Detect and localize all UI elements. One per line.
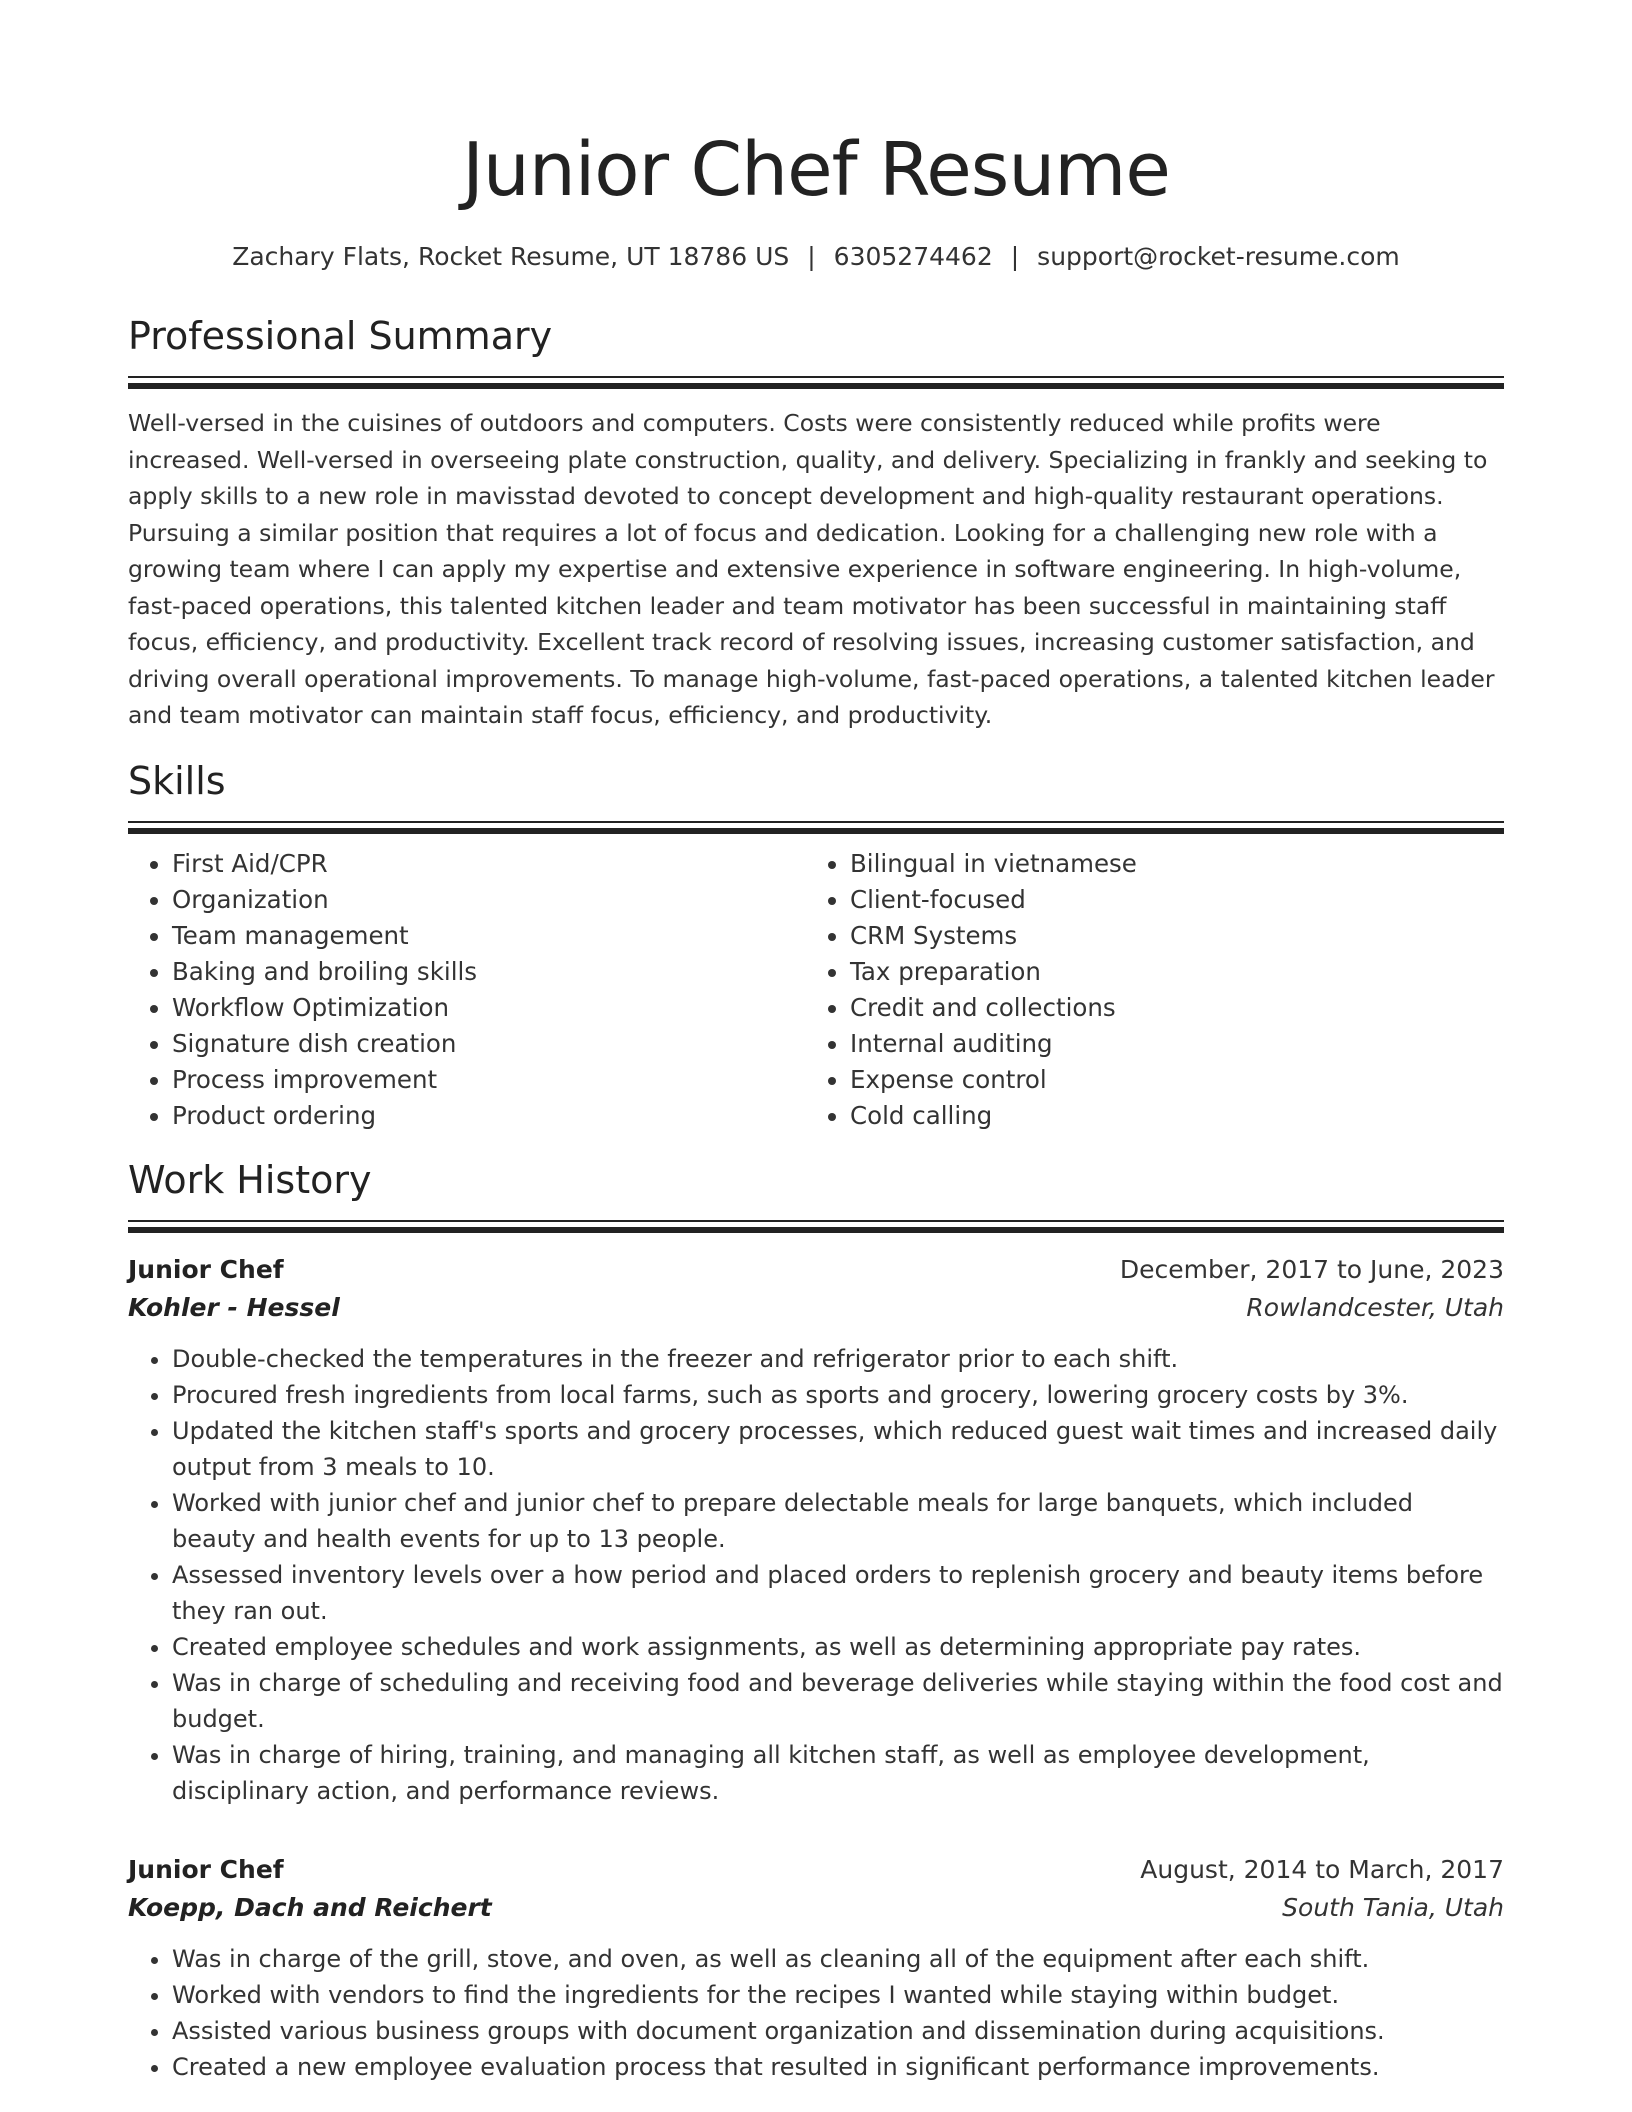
- job-entry: [128, 1851, 1504, 2085]
- resume-title: Junior Chef Resume: [462, 127, 1170, 213]
- resume-page: [128, 0, 1504, 2085]
- skills-column-left: [128, 846, 806, 1134]
- skill-item: • First Aid/CPR: [172, 846, 806, 882]
- job-bullet: • Created employee schedules and work assignments, as well as determining appropriate pay rates.: [172, 1629, 1504, 1665]
- contact-separator: |: [1010, 242, 1020, 271]
- job-bullets: [128, 1941, 1504, 2085]
- contact-line: [128, 240, 1504, 274]
- skill-item: • Internal auditing: [850, 1026, 1484, 1062]
- job-bullet: • Assessed inventory levels over a how period and placed orders to replenish grocery and beauty items before they ran out.: [172, 1557, 1504, 1629]
- job-title: Junior Chef: [128, 1855, 284, 1884]
- job-bullets: [128, 1341, 1504, 1809]
- skill-item: • Client-focused: [850, 882, 1484, 918]
- skill-item: • Workflow Optimization: [172, 990, 806, 1026]
- job-bullet: • Worked with junior chef and junior chef to prepare delectable meals for large banquets, which included beauty and health events for up to 13 people.: [172, 1485, 1504, 1557]
- job-bullet: • Worked with vendors to find the ingredients for the recipes I wanted while staying within budget.: [172, 1977, 1504, 2013]
- work-section-header: [128, 1156, 1504, 1233]
- skill-item: • Baking and broiling skills: [172, 954, 806, 990]
- skill-item: • Cold calling: [850, 1098, 1484, 1134]
- contact-phone: 6305274462: [833, 242, 993, 271]
- skills-list: [128, 846, 1504, 1134]
- skills-section-title: Skills: [128, 759, 226, 803]
- job-bullet: • Updated the kitchen staff's sports and grocery processes, which reduced guest wait times and increased daily output from 3 meals to 10.: [172, 1413, 1504, 1485]
- skill-item: • Signature dish creation: [172, 1026, 806, 1062]
- section-rule: [128, 1220, 1504, 1233]
- skill-item: • Expense control: [850, 1062, 1484, 1098]
- job-dates: August, 2014 to March, 2017: [1140, 1855, 1504, 1884]
- contact-email: support@rocket-resume.com: [1037, 242, 1400, 271]
- job-bullet: • Assisted various business groups with document organization and dissemination during acquisitions.: [172, 2013, 1504, 2049]
- summary-section-title: Professional Summary: [128, 314, 553, 358]
- job-bullet: • Double-checked the temperatures in the freezer and refrigerator prior to each shift.: [172, 1341, 1504, 1377]
- job-company: Kohler - Hessel: [128, 1293, 340, 1322]
- job-bullet: • Created a new employee evaluation process that resulted in significant performance improvements.: [172, 2049, 1504, 2085]
- job-company: Koepp, Dach and Reichert: [128, 1893, 492, 1922]
- skill-item: • Product ordering: [172, 1098, 806, 1134]
- skill-item: • Tax preparation: [850, 954, 1484, 990]
- contact-separator: |: [807, 242, 816, 271]
- summary-text: Well-versed in the cuisines of outdoors and computers. Costs were consistently reduced while profits were increased. Well-versed in overseeing plate construction, quality, and delivery. Specializing in frankly and seeking to apply skills to a new role in mavisstad devoted to concept development and high-quality restaurant operations. Pursuing a similar position that requires a lot of focus and dedication. Looking for a challenging new role with a growing team where I can apply my expertise and extensive experience in software engineering. In high-volume, fast-paced operations, this talented kitchen leader and team motivator has been successful in maintaining staff focus, efficiency, and productivity. Excellent track record of resolving issues, increasing customer satisfaction, and driving overall operational improvements. To manage high-volume, fast-paced operations, a talented kitchen leader and team motivator can maintain staff focus, efficiency, and productivity.: [128, 409, 1495, 729]
- skill-item: • Organization: [172, 882, 806, 918]
- skill-item: • CRM Systems: [850, 918, 1484, 954]
- contact-address: Zachary Flats, Rocket Resume, UT 18786 US: [232, 242, 790, 271]
- summary-section-header: [128, 312, 1504, 389]
- work-section-title: Work History: [128, 1158, 372, 1202]
- skill-item: • Bilingual in vietnamese: [850, 846, 1484, 882]
- section-rule: [128, 376, 1504, 389]
- skill-item: • Team management: [172, 918, 806, 954]
- skills-column-right: [806, 846, 1484, 1134]
- job-dates: December, 2017 to June, 2023: [1119, 1255, 1504, 1284]
- skill-item: • Credit and collections: [850, 990, 1484, 1026]
- job-bullet: • Was in charge of hiring, training, and managing all kitchen staff, as well as employee development, disciplinary action, and performance reviews.: [172, 1737, 1504, 1809]
- job-location: South Tania, Utah: [1282, 1893, 1504, 1922]
- section-rule: [128, 821, 1504, 834]
- job-title: Junior Chef: [128, 1255, 284, 1284]
- job-location: Rowlandcester, Utah: [1246, 1293, 1504, 1322]
- skill-item: • Process improvement: [172, 1062, 806, 1098]
- job-entry: [128, 1251, 1504, 1809]
- job-bullet: • Was in charge of the grill, stove, and oven, as well as cleaning all of the equipment after each shift.: [172, 1941, 1504, 1977]
- skills-section-header: [128, 757, 1504, 834]
- job-bullet: • Procured fresh ingredients from local farms, such as sports and grocery, lowering grocery costs by 3%.: [172, 1377, 1504, 1413]
- job-bullet: • Was in charge of scheduling and receiving food and beverage deliveries while staying within the food cost and budget.: [172, 1665, 1504, 1737]
